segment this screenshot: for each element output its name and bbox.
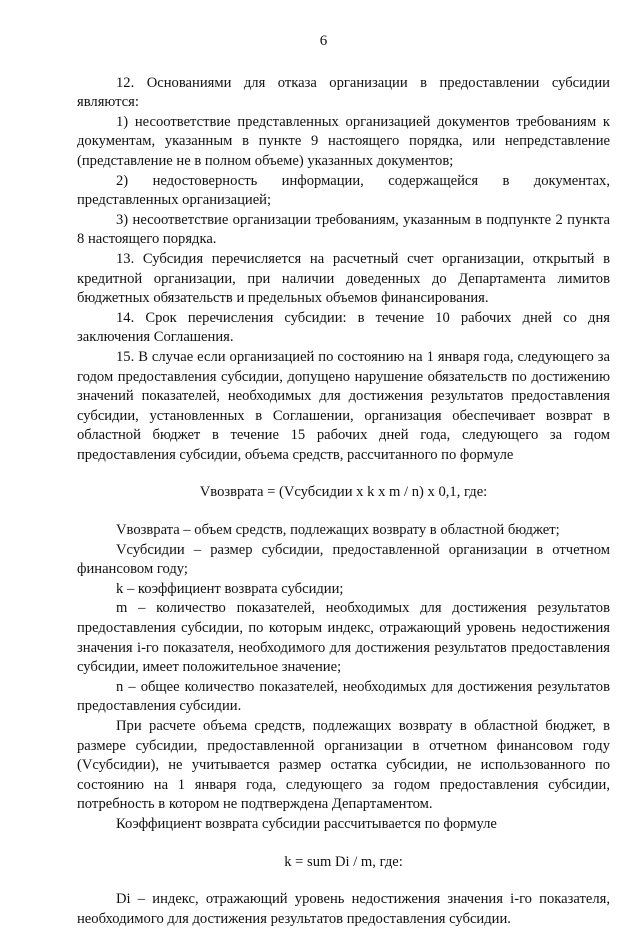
paragraph-15: 15. В случае если организацией по состоянию на 1 января года, следующего за годом предоставления субсидии, допущено нарушение обязательств по достижению значений показателей, необходимых для достижения результатов предоставления субсидии, установленных в Соглашении, организация обеспечивает возврат в областной бюджет в течение 15 рабочих дней года, следующего за годом предоставления субсидии, объема средств, рассчитанного по формуле [77, 348, 610, 463]
definition-n: n – общее количество показателей, необходимых для достижения результатов предоставления субсидии. [77, 678, 610, 715]
document-page [77, 32, 610, 929]
definition-m: m – количество показателей, необходимых для достижения результатов предоставления субсидии, по которым индекс, отражающий уровень недостижения значения i-го показателя, необходимого для достижения результатов предоставления субсидии, имеет положительное значение; [77, 600, 610, 676]
paragraph-12-intro: 12. Основаниями для отказа организации в предоставлении субсидии являются: [77, 74, 610, 111]
definition-v-subsidy: Vсубсидии – размер субсидии, предоставленной организации в отчетном финансовом году; [77, 541, 610, 578]
paragraph-13: 13. Субсидия перечисляется на расчетный счет организации, открытый в кредитной организации, при наличии доведенных до Департамента лимитов бюджетных обязательств и предельных объемов финансирования. [77, 250, 610, 307]
definition-k: k – коэффициент возврата субсидии; [116, 580, 344, 597]
paragraph-calculation-note: При расчете объема средств, подлежащих возврату в областной бюджет, в размере субсидии, предоставленной организации в отчетном финансовом году (Vсубсидии), не учитывается размер остатка субсидии, не использованного по состоянию на 1 января года, следующего за годом предоставления субсидии, потребность в котором не подтверждена Департаментом. [77, 718, 610, 813]
definition-di: Di – индекс, отражающий уровень недостижения значения i-го показателя, необходимого для достижения результатов предоставления субсидии. [77, 891, 610, 927]
paragraph-12-item-2: 2) недостоверность информации, содержащейся в документах, представленных организацией; [77, 172, 610, 209]
formula-coefficient: k = sum Di / m, где: [284, 853, 403, 870]
paragraph-12-item-3: 3) несоответствие организации требованиям, указанным в подпункте 2 пункта 8 настоящего порядка. [77, 211, 610, 248]
paragraph-14: 14. Срок перечисления субсидии: в течение 10 рабочих дней со дня заключения Соглашения. [77, 309, 610, 346]
formula-return-volume: Vвозврата = (Vсубсидии x k x m / n) x 0,1, где: [199, 484, 488, 501]
paragraph-coefficient-intro: Коэффициент возврата субсидии рассчитывается по формуле [116, 815, 497, 832]
paragraph-12-item-1: 1) несоответствие представленных организацией документов требованиям к документам, указанным в пункте 9 настоящего порядка, или непредставление (представление не в полном объеме) указанных документов; [77, 113, 610, 169]
definition-v-return: Vвозврата – объем средств, подлежащих возврату в областной бюджет; [116, 522, 560, 539]
page-number: 6 [319, 33, 328, 49]
